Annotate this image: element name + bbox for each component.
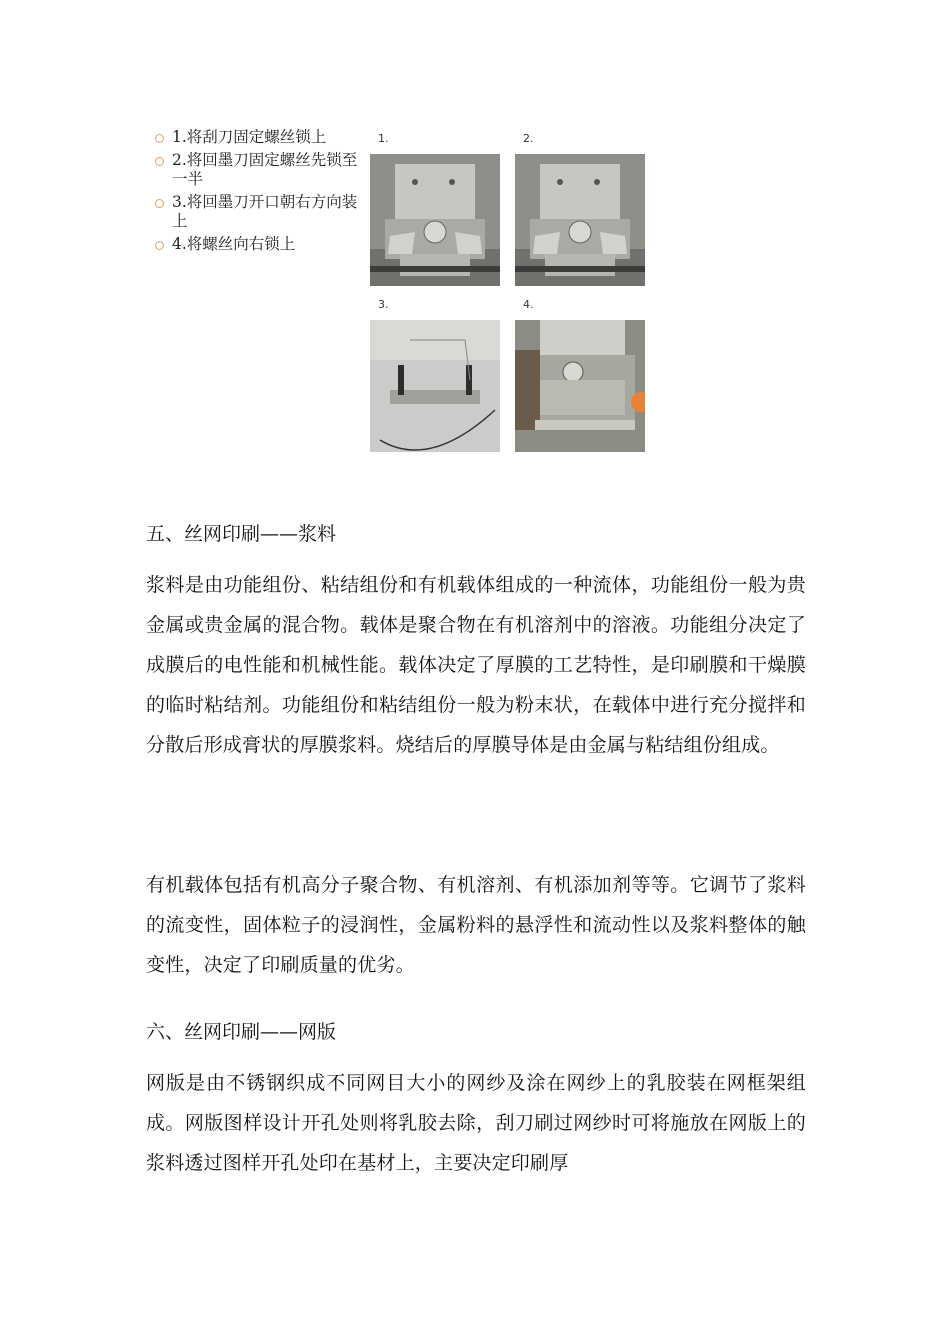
paragraph-organic-vehicle: 有机载体包括有机高分子聚合物、有机溶剂、有机添加剂等等。它调节了浆料的流变性，固体粒子的浸润性，金属粉料的悬浮性和流动性以及浆料整体的触变性，决定了印刷质量的优劣。 bbox=[146, 874, 806, 976]
flood-bar-photo bbox=[515, 154, 645, 286]
step-item: 2.将回墨刀固定螺丝先锁至一半 bbox=[150, 151, 365, 189]
step-item: 1.将刮刀固定螺丝锁上 bbox=[150, 128, 365, 147]
photo-label: 3. bbox=[378, 298, 389, 311]
photo-step-3 bbox=[370, 298, 502, 454]
step-item: 3.将回墨刀开口朝右方向装上 bbox=[150, 193, 365, 231]
section-heading-screen: 六、丝网印刷——网版 bbox=[146, 1021, 337, 1043]
paragraph-paste-composition: 浆料是由功能组份、粘结组份和有机载体组成的一种流体，功能组份一般为贵金属或贵金属的混合物。载体是聚合物在有机溶剂中的溶液。功能组分决定了成膜后的电性能和机械性能。载体决定了厚膜的工艺特性，是印刷膜和干燥膜的临时粘结剂。功能组份和粘结组份一般为粉末状，在载体中进行充分搅拌和分散后形成膏状的厚膜浆料。烧结后的厚膜导体是由金属与粘结组份组成。 bbox=[146, 574, 806, 756]
screw-lock-photo bbox=[515, 320, 645, 452]
photo-label: 4. bbox=[523, 298, 534, 311]
flood-bar-install-photo bbox=[370, 320, 500, 452]
photo-step-2 bbox=[515, 132, 647, 288]
photo-step-4 bbox=[515, 298, 647, 454]
step-list bbox=[150, 128, 365, 258]
circle-bullet-icon bbox=[155, 134, 164, 143]
instruction-figure bbox=[150, 128, 650, 458]
squeegee-photo bbox=[370, 154, 500, 286]
photo-label: 1. bbox=[378, 132, 389, 145]
circle-bullet-icon bbox=[155, 241, 164, 250]
step-item: 4.将螺丝向右锁上 bbox=[150, 235, 365, 254]
circle-bullet-icon bbox=[155, 157, 164, 166]
photo-label: 2. bbox=[523, 132, 534, 145]
paragraph-screen: 网版是由不锈钢织成不同网目大小的网纱及涂在网纱上的乳胶装在网框架组成。网版图样设计开孔处则将乳胶去除，刮刀刷过网纱时可将施放在网版上的浆料透过图样开孔处印在基材上，主要决定印刷厚 bbox=[146, 1072, 806, 1174]
section-heading-paste: 五、丝网印刷——浆料 bbox=[146, 523, 337, 545]
photo-step-1 bbox=[370, 132, 502, 288]
circle-bullet-icon bbox=[155, 199, 164, 208]
